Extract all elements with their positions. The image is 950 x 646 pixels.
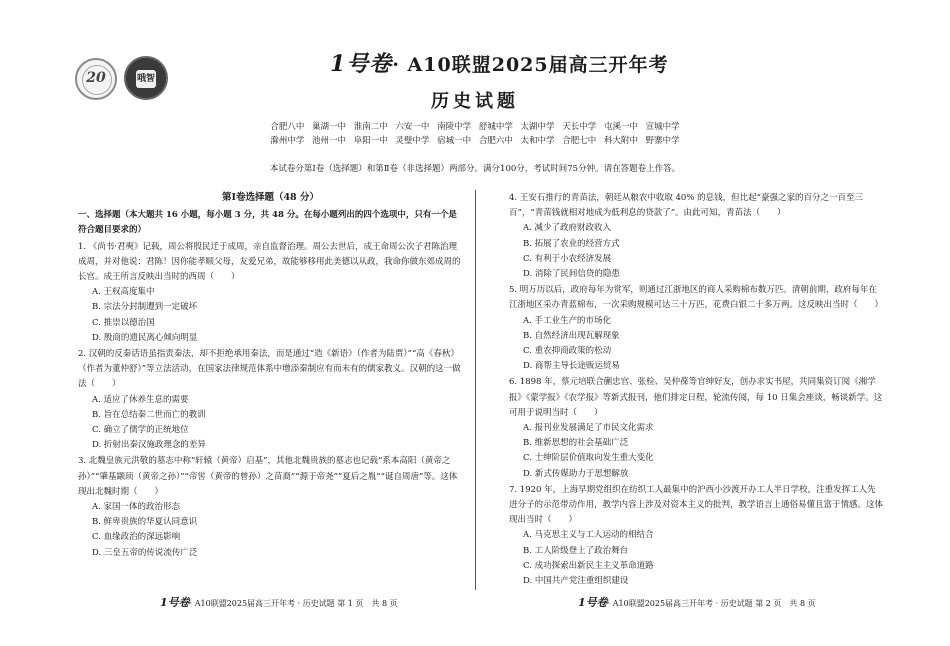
answer-option: A. 减少了政府财政收入	[523, 223, 612, 234]
answer-option: B. 工人阶级登上了政治舞台	[523, 545, 629, 556]
answer-option: C. 重农抑商政策的松动	[523, 346, 612, 357]
column-divider	[475, 190, 476, 590]
exam-title: 1号卷· A10联盟2025届高三开年考	[330, 51, 669, 77]
question-block	[78, 240, 463, 346]
answer-option: A. 马克思主义与工人运动的相结合	[523, 530, 654, 541]
answer-option: A. 手工业生产的市场化	[523, 315, 612, 326]
answer-option: B. 拓展了农业的经营方式	[523, 238, 620, 249]
answer-option: C. 血缘政治的深远影响	[92, 532, 181, 543]
answer-option: B. 宗法分封制遭到一定破坏	[92, 302, 198, 313]
answer-option: C. 推崇以德治国	[92, 317, 155, 328]
question-stem: 6. 1898 年，蔡元培联合蒯忠官、张检、吴仲葆等官绅好友，创办求实书屋，共同集资订阅《湘学报》《蒙学报》《农学报》等新式报刊，他们排定日程，轮流传阅，每 10 日集会座谈，畅谈新学。这可用于说明当时（ ）	[509, 377, 883, 418]
part-title: 一、选择题（本大题共 16 小题，每小题 3 分，共 48 分。在每小题列出的四个选项中，只有一个是符合题目要求的）	[78, 210, 457, 236]
brand-logo: 1号卷	[330, 51, 393, 77]
education-logo: 哦智	[124, 56, 168, 100]
answer-option: D. 新式传媒助力于思想解放	[523, 468, 629, 479]
question-stem: 3. 北魏皇族元洪敬的墓志中称“轩辕（黄帝）启基”，其他北魏贵族的墓志也记载“系本高阳（黄帝之孙）”“肇基颛顼（黄帝之孙）”“帝喾（黄帝的曾孙）之苗裔”“源于帝尧”“夏后之胤”“诞自周唐”等。这体现出北魏时期（ ）	[78, 456, 458, 497]
question-stem: 5. 明万历以后，政府每年为赏军，则通过江浙地区的商人采购棉布数万匹。清朝前期，政府每年在江浙地区采办青蓝棉布，一次采购规模可达三十万匹，花费白银二十多万两。这反映出当时（ ）	[509, 285, 884, 311]
answer-option: B. 旨在总结秦二世而亡的教训	[92, 409, 206, 420]
footer-page-2: 1号卷· A10联盟2025届高三开年考 · 历史试题 第 2 页 共 8 页	[578, 596, 816, 609]
footer-brand: 1号卷	[160, 596, 190, 609]
left-column	[78, 190, 463, 561]
answer-option: D. 消除了民间信贷的隐患	[523, 269, 620, 280]
answer-option: A. 王权高度集中	[92, 287, 155, 298]
right-column	[509, 190, 884, 589]
question-block	[509, 483, 884, 589]
footer-page-1: 1号卷· A10联盟2025届高三开年考 · 历史试题 第 1 页 共 8 页	[160, 596, 398, 609]
subject-title: 历史试题	[431, 91, 519, 112]
answer-option: B. 鲜卑贵族的华夏认同意识	[92, 517, 198, 528]
answer-option: C. 成功探索出新民主主义革命道路	[523, 560, 654, 571]
question-block	[509, 191, 884, 282]
answer-option: D. 殷商的遗民离心倾向明显	[92, 332, 198, 343]
exam-instructions: 本试卷分第Ⅰ卷（选择题）和第Ⅱ卷（非选择题）两部分。满分100分，考试时间75分钟。请在答题卷上作答。	[269, 164, 681, 174]
section-title: 第Ⅰ卷选择题（48 分）	[222, 192, 319, 203]
answer-option: C. 有利于小农经济发展	[523, 253, 612, 264]
answer-option: A. 报刊业发展满足了市民文化需求	[523, 423, 654, 434]
schools-line-2: 滁州中学 池州一中 阜阳一中 灵璧中学 宿城一中 合肥六中 太和中学 合肥七中 科大附中 野寨中学	[270, 136, 680, 146]
answer-option: D. 折射出秦汉施政理念的差异	[92, 440, 206, 451]
question-block	[78, 347, 463, 453]
question-stem: 1. 《尚书·君奭》记载，周公将殷民迁于成周，亲自监督治理。周公去世后，成王命周公次子君陈治理成周，并对他说：君陈！因你能孝顺父母，友爱兄弟，故能够移用此美德以从政，我命你做东郊成周的长官。成王所言反映出当时的西周（ ）	[78, 241, 461, 283]
question-stem: 7. 1920 年，上海早期党组织在纺织工人最集中的沪西小沙渡开办工人半日学校，注重发挥工人先进分子的示范带动作用，教学内容上涉及对资本主义的批判，教学语言上通俗易懂且富于情感。这体现出当时（ ）	[509, 484, 884, 526]
answer-option: B. 自然经济出现瓦解现象	[523, 330, 620, 341]
answer-option: D. 三皇五帝的传说流传广泛	[92, 547, 198, 558]
answer-option: A. 适应了休养生息的需要	[92, 394, 189, 405]
footer-brand: 1号卷	[578, 596, 608, 609]
alliance-20-logo: 20	[75, 58, 117, 100]
question-block	[509, 283, 884, 374]
answer-option: C. 士绅阶层价值取向发生重大变化	[523, 453, 654, 464]
answer-option: C. 确立了儒学的正统地位	[92, 425, 189, 436]
question-block	[509, 375, 884, 481]
answer-option: D. 中国共产党注重组织建设	[523, 576, 629, 587]
answer-option: B. 维新思想的社会基础广泛	[523, 438, 629, 449]
question-stem: 2. 汉朝的反秦话语虽指责秦法，却不拒绝承用秦法，而是通过“造《新语》（作者为陆贾）”“高《春秋》（作者为董仲舒）”等立法活动，在国家法律规范体系中增添秦制应有而未有的儒家教义。汉朝的这一做法（ ）	[78, 349, 461, 390]
schools-line-1: 合肥八中 巢湖一中 淮南二中 六安一中 南陵中学 舒城中学 太湖中学 天长中学 屯溪一中 宣城中学	[270, 122, 680, 132]
question-stem: 4. 王安石推行的青苗法，朝廷从粮农中收取 40% 的息钱，但比起“豪强之家的百分之一百至三百”，“青苗钱就相对地成为低利息的贷款了”。由此可知，青苗法（ ）	[509, 193, 863, 219]
answer-option: A. 家国一体的政治形态	[92, 502, 181, 513]
question-block	[78, 454, 463, 560]
answer-option: D. 商帮主导长途贩运贸易	[523, 361, 620, 372]
